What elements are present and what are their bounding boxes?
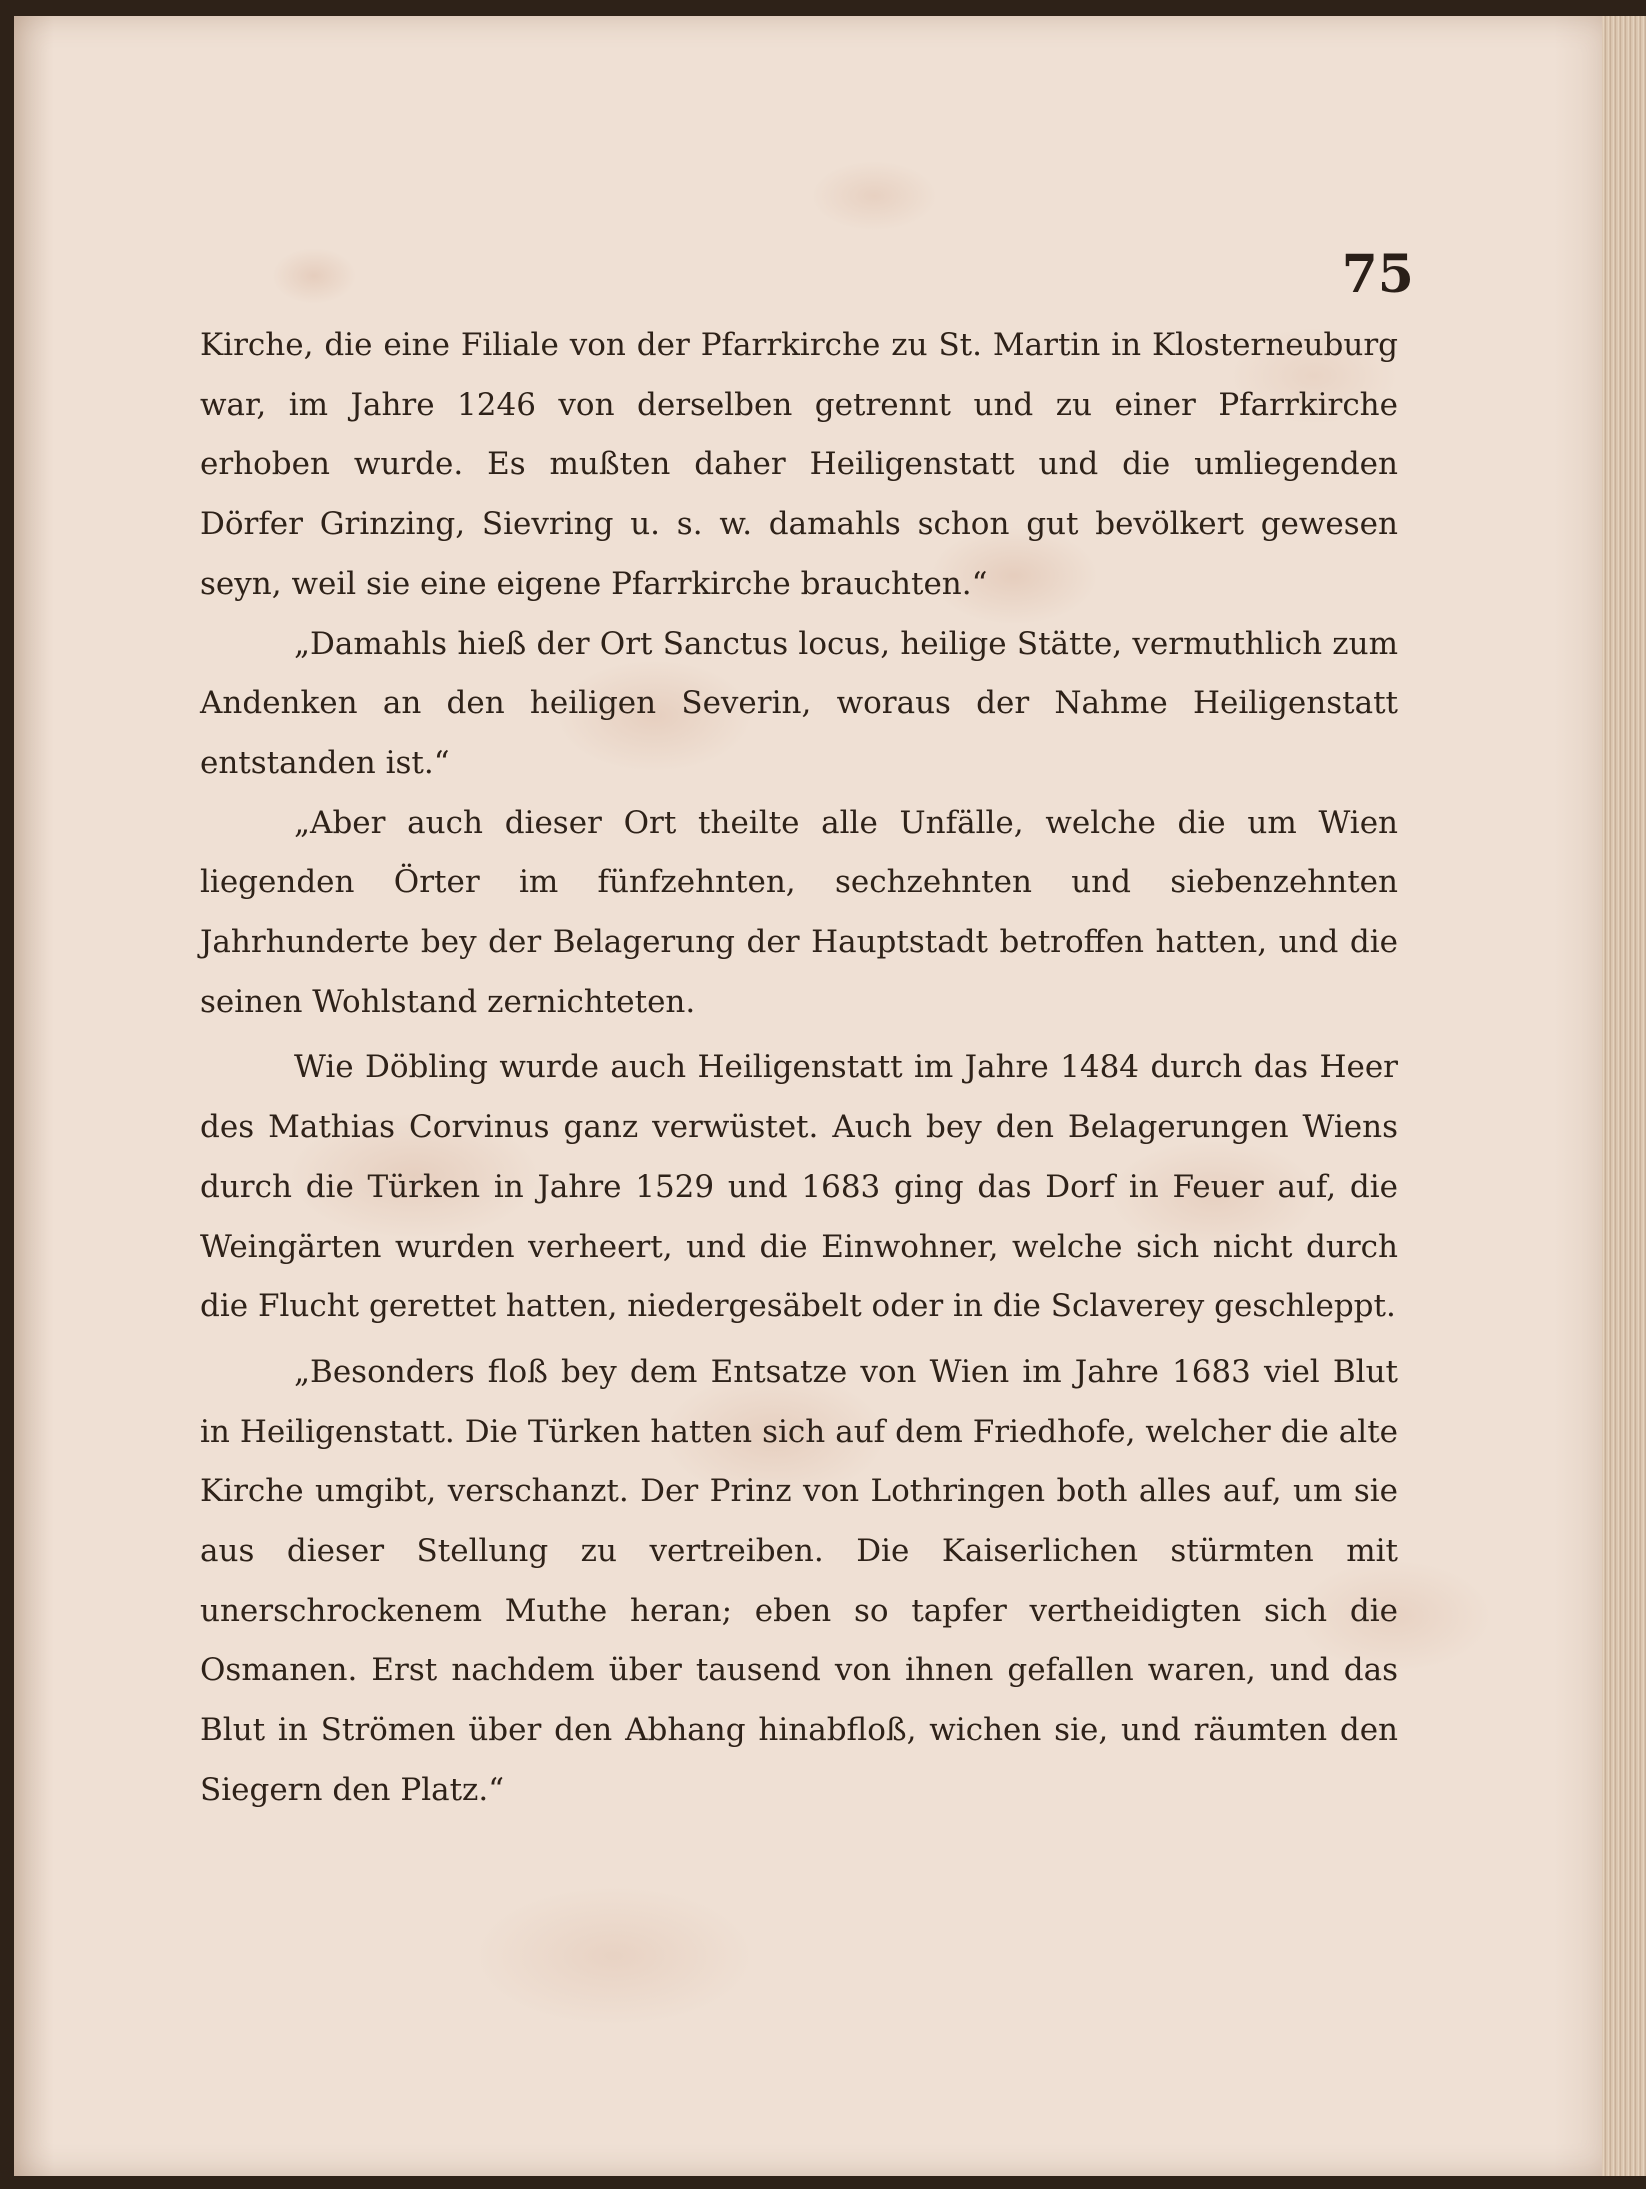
paragraph-4: Wie Döbling wurde auch Heiligenstatt im Jahre 1484 durch das Heer des Mathias Corvinus ganz verwüstet. Auch bey den Belagerungen Wiens durch die Türken in Jahre 1529 und 1683 ging das Dorf in Feuer auf, die Weingärten wurden verheert, und die Einwohner, welche sich nicht durch die Flucht gerettet hatten, niedergesäbelt oder in die Sclaverey geschleppt. xyxy=(200,1049,1398,1325)
paragraph-1: Kirche, die eine Filiale von der Pfarrkirche zu St. Martin in Klosterneuburg war, im Jahre 1246 von derselben getrennt und zu einer Pfarrkirche erhoben wurde. Es mußten daher Heiligenstatt und die umliegenden Dörfer Grinzing, Sievring u. s. w. damahls schon gut bevölkert gewesen seyn, weil sie eine eigene Pfarrkirche brauchten.“ xyxy=(200,327,1398,602)
page-sheet xyxy=(14,16,1614,2176)
page-text xyxy=(200,316,1398,1821)
paragraph-5: „Besonders floß bey dem Entsatze von Wien im Jahre 1683 viel Blut in Heiligenstatt. Die Türken hatten sich auf dem Friedhofe, welcher die alte Kirche umgibt, verschanzt. Der Prinz von Lothringen both alles auf, um sie aus dieser Stellung zu vertreiben. Die Kaiserlichen stürmten mit unerschrockenem Muthe heran; eben so tapfer vertheidigten sich die Osmanen. Erst nachdem über tausend von ihnen gefallen waren, und das Blut in Strömen über den Abhang hinabfloß, wichen sie, und räumten den Siegern den Platz.“ xyxy=(200,1353,1398,1808)
page-number: 75 xyxy=(1341,244,1414,305)
page-edge xyxy=(1602,16,1646,2176)
paragraph-2: „Damahls hieß der Ort Sanctus locus, heilige Stätte, vermuthlich zum Andenken an den heiligen Severin, woraus der Nahme Heiligenstatt entstanden ist.“ xyxy=(200,625,1398,781)
paragraph-3: „Aber auch dieser Ort theilte alle Unfälle, welche die um Wien liegenden Örter im fünfzehnten, sechzehnten und siebenzehnten Jahrhunderte bey der Belagerung der Hauptstadt betroffen hatten, und die seinen Wohlstand zernichteten. xyxy=(200,804,1398,1020)
